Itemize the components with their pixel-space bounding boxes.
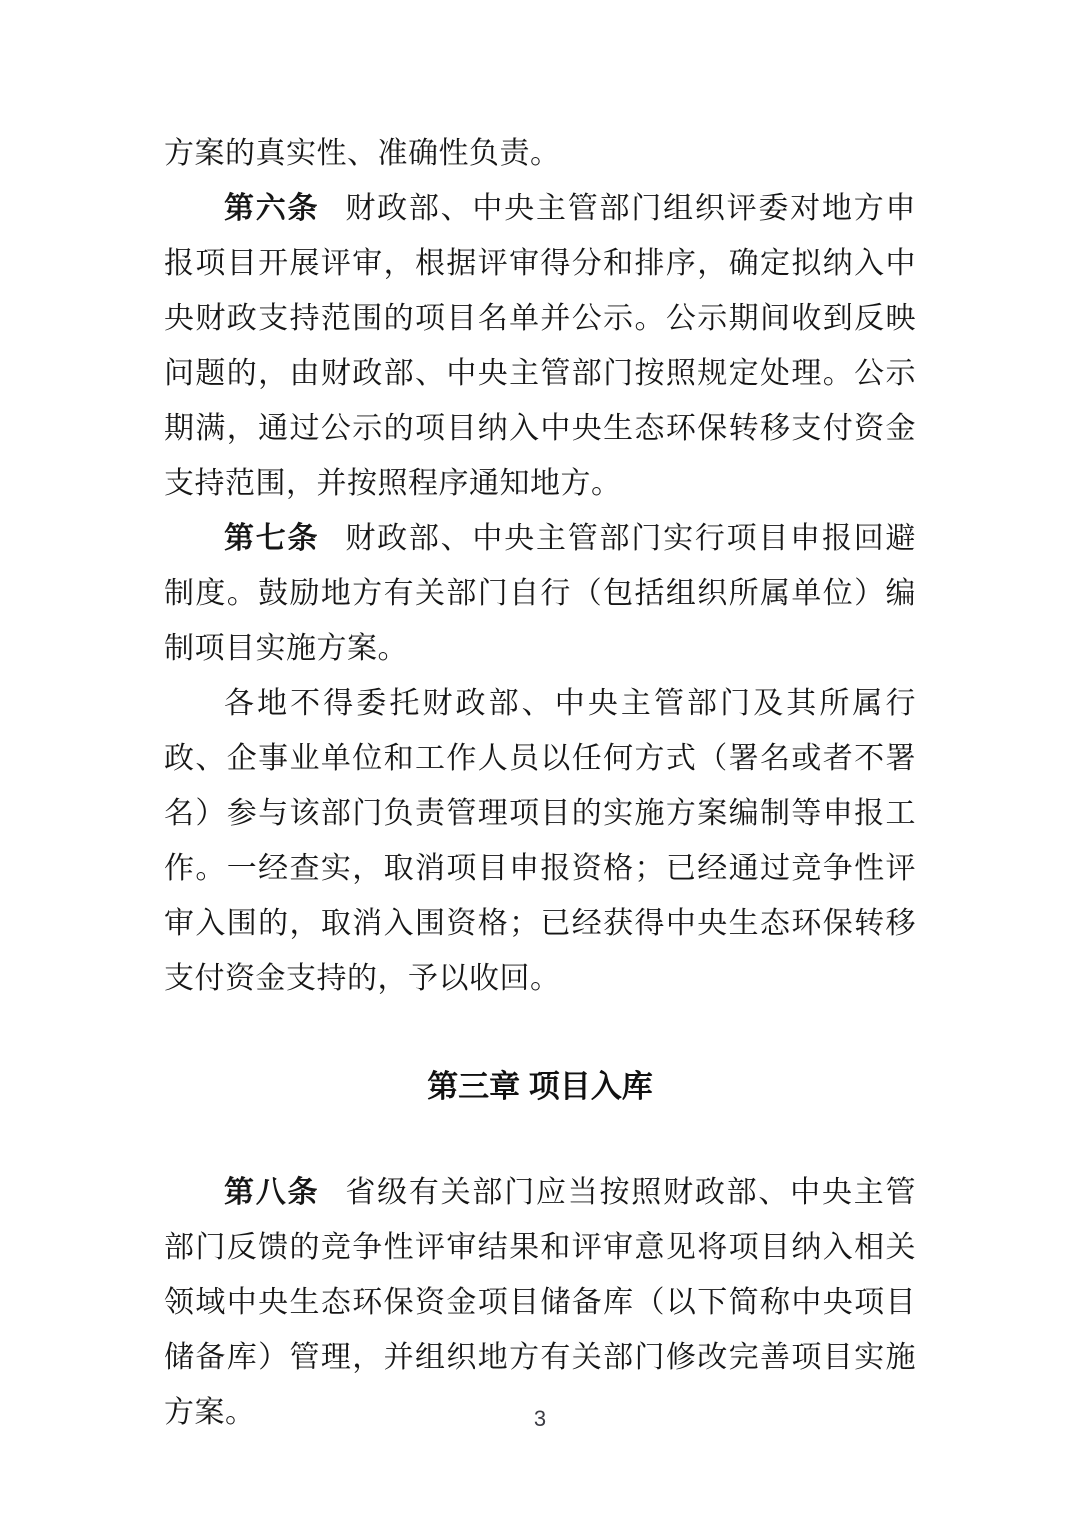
chapter-heading: 第三章 项目入库 — [427, 1069, 653, 1104]
article-6-number: 第六条 — [224, 192, 320, 225]
paragraph-article-8 — [164, 1165, 916, 1440]
article-8-text: 省级有关部门应当按照财政部、中央主管部门反馈的竞争性评审结果和评审意见将项目纳入相关领域中央生态环保资金项目储备库（以下简称中央项目储备库）管理，并组织地方有关部门修改完善项目实施方案。 — [164, 1176, 917, 1429]
article-7-number: 第七条 — [224, 522, 320, 555]
page-number: 3 — [533, 1406, 547, 1431]
paragraph-article-7-continued: 各地不得委托财政部、中央主管部门及其所属行政、企事业单位和工作人员以任何方式（署名或者不署名）参与该部门负责管理项目的实施方案编制等申报工作。一经查实，取消项目申报资格；已经通过竞争性评审入围的，取消入围资格；已经获得中央生态环保转移支付资金支持的，予以收回。 — [164, 687, 916, 995]
paragraph-article-7 — [164, 511, 916, 676]
article-6-text: 财政部、中央主管部门组织评委对地方申报项目开展评审，根据评审得分和排序，确定拟纳入中央财政支持范围的项目名单并公示。公示期间收到反映问题的，由财政部、中央主管部门按照规定处理。公示期满，通过公示的项目纳入中央生态环保转移支付资金支持范围，并按照程序通知地方。 — [164, 192, 917, 500]
article-7-text: 财政部、中央主管部门实行项目申报回避制度。鼓励地方有关部门自行（包括组织所属单位）编制项目实施方案。 — [164, 522, 917, 665]
paragraph-continuation: 方案的真实性、准确性负责。 — [164, 137, 561, 170]
paragraph-article-6 — [164, 181, 916, 511]
article-8-number: 第八条 — [224, 1176, 320, 1209]
